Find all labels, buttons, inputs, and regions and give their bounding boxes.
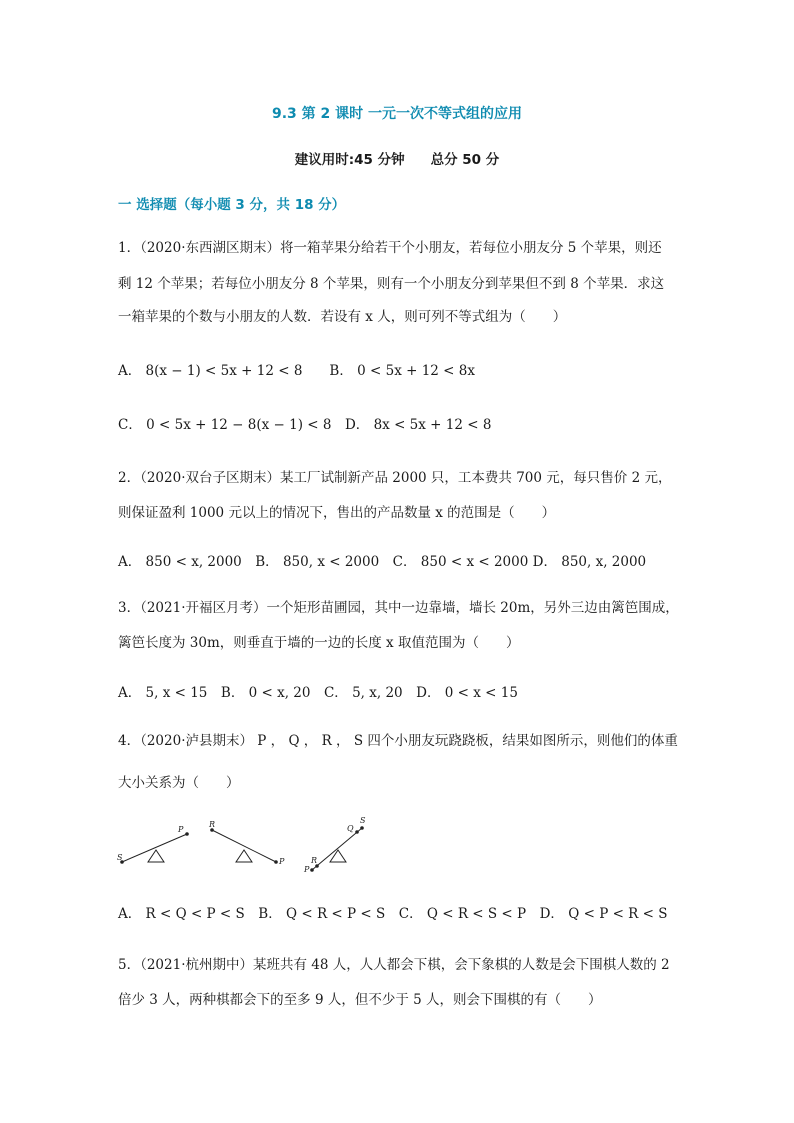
s3-right-label-a: Q [347, 824, 354, 833]
question-5-line-1: 5．（2021·杭州期中）某班共有 48 人，人人都会下棋，会下象棋的人数是会下围棋人数的 2 [118, 957, 670, 973]
seesaw-3-fulcrum [330, 850, 346, 862]
question-4-line-2: 大小关系为（ ） [118, 775, 240, 791]
s1-right-label: P [178, 825, 184, 834]
question-3-options: A． 5, x < 15 B． 0 < x, 20 C． 5, x, 20 D． 0 < x < 15 [118, 685, 518, 701]
s3-right-label-b: S [360, 816, 366, 825]
seesaw-2-fulcrum [236, 850, 252, 862]
s3-left-label-a: P [304, 865, 310, 874]
question-3-line-2: 篱笆长度为 30m，则垂直于墙的一边的长度 x 取值范围为（ ） [118, 635, 520, 651]
question-1-options-2: C． 0 < 5x + 12 − 8(x − 1) < 8 D． 8x < 5x + 12 < 8 [118, 417, 492, 433]
question-2-line-2: 则保证盈利 1000 元以上的情况下，售出的产品数量 x 的范围是（ ） [118, 505, 556, 521]
question-3-line-1: 3．（2021·开福区月考）一个矩形苗圃园，其中一边靠墙，墙长 20m，另外三边由篱笆围成， [118, 600, 679, 616]
page-title: 9.3 第 2 课时 一元一次不等式组的应用 [271, 106, 523, 122]
s3-left-label-b: R [311, 856, 318, 865]
question-1-line-1: 1．（2020·东西湖区期末）将一箱苹果分给若干个小朋友，若每位小朋友分 5 个苹果，则还 [118, 240, 662, 256]
section-heading: 一 选择题（每小题 3 分，共 18 分） [118, 197, 346, 213]
s2-right-label: P [279, 857, 285, 866]
question-1-line-2: 剩 12 个苹果；若每位小朋友分 8 个苹果，则有一个小朋友分到苹果但不到 8 个苹果．求这 [118, 276, 665, 292]
s2-left-label: R [209, 820, 216, 829]
question-4-line-1: 4．（2020·泸县期末） P ， Q ， R ， S 四个小朋友玩跷跷板，结果如图所示，则他们的体重 [118, 733, 678, 749]
seesaw-1-plank [122, 834, 187, 862]
question-2-options: A． 850 < x, 2000 B． 850, x < 2000 C． 850 < x < 2000 D． 850, x, 2000 [118, 554, 647, 570]
seesaw-1-fulcrum [148, 850, 164, 862]
question-2-line-1: 2．（2020·双台子区期末）某工厂试制新产品 2000 只，工本费共 700 元，每只售价 2 元， [118, 470, 672, 486]
question-1-line-3: 一箱苹果的个数与小朋友的人数．若设有 x 人，则可列不等式组为（ ） [118, 309, 567, 325]
seesaw-3-plank [312, 828, 362, 870]
question-4-options: A． R < Q < P < S B． Q < R < P < S C． Q < R < S < P D． Q < P < R < S [118, 906, 668, 922]
question-5-line-2: 倍少 3 人，两种棋都会下的至多 9 人，但不少于 5 人，则会下围棋的有（ ） [118, 992, 602, 1008]
total-score: 总分 50 分 [430, 152, 500, 168]
s1-left-label: S [117, 853, 123, 862]
question-1-options-1: A． 8(x − 1) < 5x + 12 < 8 B． 0 < 5x + 12 < 8x [118, 363, 475, 379]
seesaw-figure [112, 812, 382, 878]
exam-info [0, 148, 794, 168]
suggested-time: 建议用时:45 分钟 [294, 152, 405, 168]
seesaw-2-plank [212, 830, 276, 862]
